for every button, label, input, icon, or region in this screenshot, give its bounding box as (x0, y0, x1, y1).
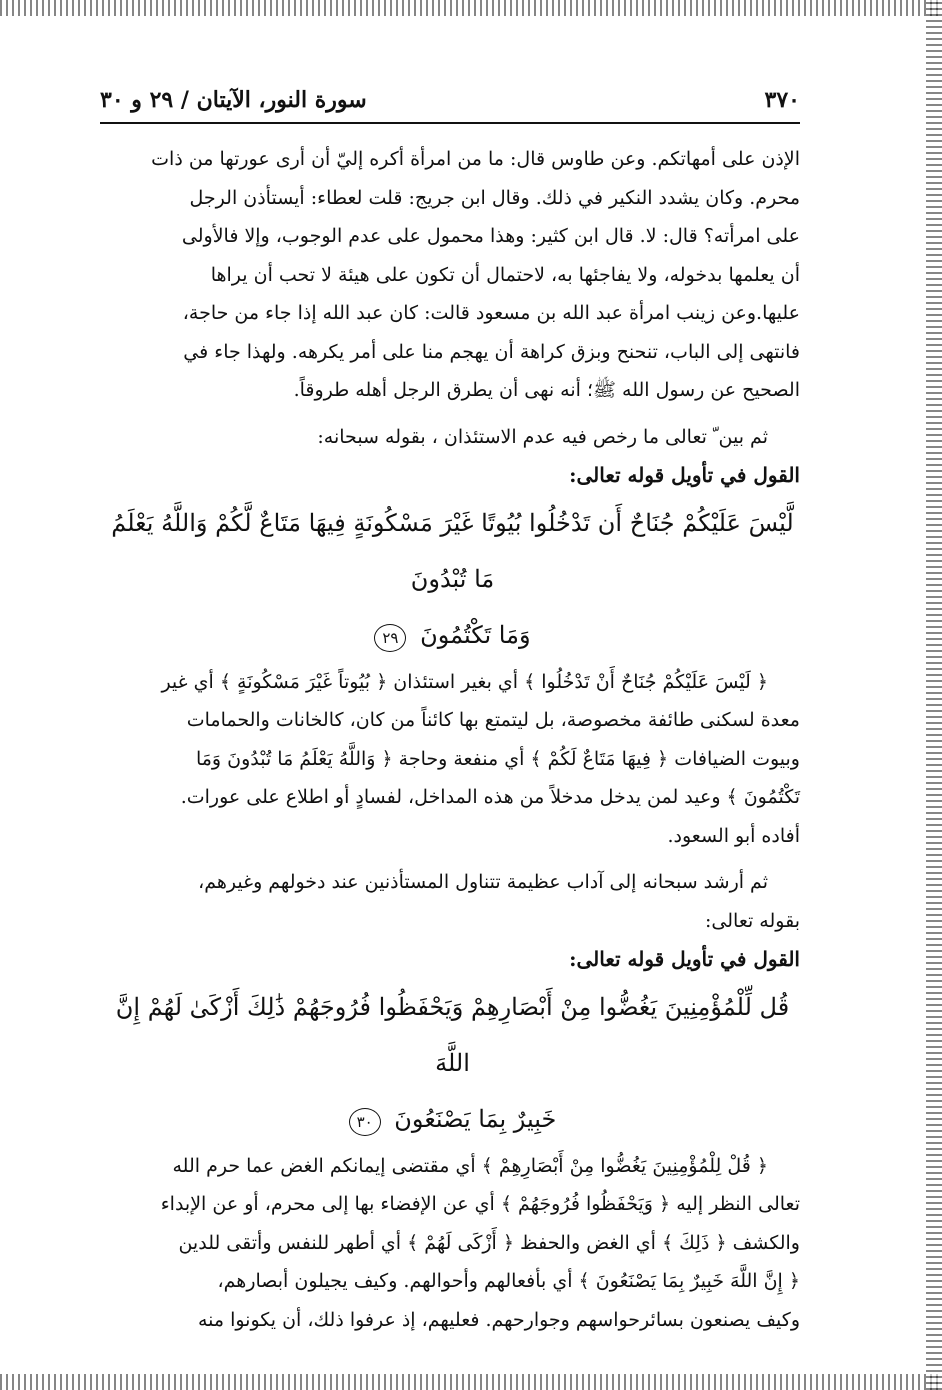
text-line: تعالى النظر إليه ﴿ وَيَحْفَظُوا فُرُوجَهُمْ ﴾ أي عن الإفضاء بها إلى محرم، أو عن الإبداء (160, 1193, 800, 1215)
text-line: على امرأته؟ قال: لا. قال ابن كثير: وهذا محمول على عدم الوجوب، وإلا فالأولى (181, 225, 800, 247)
quran-verse-text: خَبِيرٌ بِمَا يَصْنَعُونَ (394, 1104, 557, 1133)
quran-verse-line: لَّيْسَ عَلَيْكُمْ جُنَاحٌ أَن تَدْخُلُوا بُيُوتًا غَيْرَ مَسْكُونَةٍ فِيهَا مَتَاعٌ لَّكُمْ وَاللَّهُ يَعْلَمُ مَا تُبْدُونَ (111, 508, 794, 593)
running-header (100, 80, 800, 120)
quran-verse-line: قُل لِّلْمُؤْمِنِينَ يَغُضُّوا مِنْ أَبْصَارِهِمْ وَيَحْفَظُوا فُرُوجَهُمْ ذَٰلِكَ أَزْكَىٰ لَهُمْ إِنَّ اللَّهَ (115, 992, 790, 1077)
text-line: بقوله تعالى: (705, 909, 800, 932)
text-line: ﴿ إِنَّ اللَّهَ خَبِيرٌ بِمَا يَصْنَعُونَ ﴾ أي بأفعالهم وأحوالهم. وكيف يجيلون أبصارهم، (217, 1270, 800, 1292)
quran-verse-line (105, 607, 800, 663)
page-border-top (0, 0, 942, 16)
text-line: محرم. وكان يشدد النكير في ذلك. وقال ابن جريج: قلت لعطاء: أيستأذن الرجل (189, 186, 800, 209)
page-border-right (926, 0, 942, 1390)
text-line: فانتهى إلى الباب، تنحنح وبزق كراهة أن يهجم منا على أمر يكرهه. ولهذا جاء في (183, 340, 800, 363)
text-line: تَكْتُمُونَ ﴾ وعيد لمن يدخل مدخلاً من هذه المداخل، لفسادٍ أو اطلاع على عورات. (180, 786, 800, 808)
page-number: ٣٧٠ (764, 87, 800, 113)
page-border-bottom (0, 1374, 942, 1390)
text-line: عليها.وعن زينب امرأة عبد الله بن مسعود قالت: كان عبد الله إذا جاء من حاجة، (182, 302, 800, 324)
surah-reference: سورة النور، الآيتان / ٢٩ و ٣٠ (100, 87, 367, 113)
text-line: معدة لسكنى طائفة مخصوصة، بل ليتمتع بها كائناً من كان، كالخانات والحمامات (186, 709, 800, 731)
section-heading: القول في تأويل قوله تعالى: (569, 463, 800, 487)
text-line: والكشف ﴿ ذَلِكَ ﴾ أي الغض والحفظ ﴿ أَزْكَى لَهُمْ ﴾ أي أطهر للنفس وأتقى للدين (178, 1231, 800, 1254)
text-line: ثم بين ّ تعالى ما رخص فيه عدم الاستئذان ، بقوله سبحانه: (317, 425, 768, 448)
text-line: أن يعلمها بدخوله، ولا يفاجئها به، لاحتمال أن تكون على هيئة لا تحب أن يراها (210, 263, 800, 286)
verse-number-marker: ٣٠ (349, 1108, 381, 1136)
verse-number-marker: ٢٩ (374, 624, 406, 652)
page-body (105, 140, 800, 1339)
text-line: وكيف يصنعون بسائرحواسهم وجوارحهم. فعليهم، إذ عرفوا ذلك، أن يكونوا منه (197, 1308, 800, 1331)
text-line: الإذن على أمهاتكم. وعن طاوس قال: ما من امرأة أكره إليّ أن أرى عورتها من ذات (151, 148, 800, 170)
quran-verse-text: وَمَا تَكْتُمُونَ (420, 620, 531, 649)
section-heading: القول في تأويل قوله تعالى: (569, 947, 800, 971)
text-line: وبيوت الضيافات ﴿ فِيهَا مَتَاعٌ لَكُمْ ﴾ أي منفعة وحاجة ﴿ وَاللَّهُ يَعْلَمُ مَا تُبْدُونَ وَمَا (195, 747, 800, 770)
text-line: ثم أرشد سبحانه إلى آداب عظيمة تتناول المستأذنين عند دخولهم وغيرهم، (198, 871, 768, 893)
quran-verse-line (105, 1091, 800, 1147)
header-rule (100, 122, 800, 124)
text-line: ﴿ قُلْ لِلْمُؤْمِنِينَ يَغُضُّوا مِنْ أَبْصَارِهِمْ ﴾ أي مقتضى إيمانكم الغض عما حرم الله (172, 1154, 768, 1177)
text-line: ﴿ لَيْسَ عَلَيْكُمْ جُنَاحٌ أَنْ تَدْخُلُوا ﴾ أي بغير استئذان ﴿ بُيُوتاً غَيْرَ مَسْكُونَةٍ ﴾ أي غير (161, 670, 768, 693)
text-line: الصحيح عن رسول الله ﷺ؛ أنه نهى أن يطرق الرجل أهله طروقاً. (293, 379, 800, 401)
text-line: أفاده أبو السعود. (667, 824, 800, 847)
